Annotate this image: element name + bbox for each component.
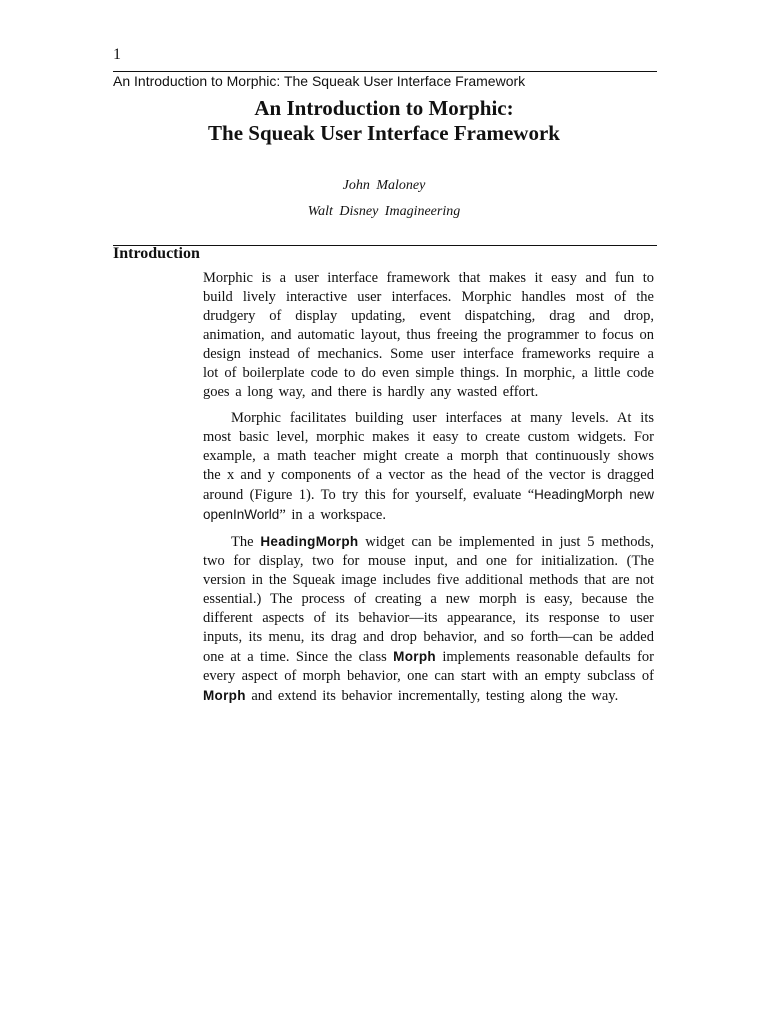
paragraph-3-seg-2: widget can be implemented in just 5 methods, two for display, two for mouse input, and one for initialization. (The version in the Squeak image includes five additional methods that are not essential.) The process of creating a new morph is easy, because the different aspects of its behavior—its appearance, its response to user inputs, its menu, its drag and drop behavior, and so forth—can be added one at a time. Since the class bbox=[203, 534, 654, 665]
paragraph-3-seg-1: The bbox=[231, 534, 261, 550]
paragraph-1: Morphic is a user interface framework that makes it easy and fun to build lively interactive user interfaces. Morphic handles most of the drudgery of display updating, event dispatching, drag and drop, animation, and automatic layout, thus freeing the programmer to focus on design instead of mechanics. Some user interface frameworks require a lot of boilerplate code to do even simple things. In morphic, a little code goes a long way, and there is hardly any wasted effort. bbox=[203, 270, 654, 400]
paragraph-2-text: Morphic facilitates building user interfaces at many levels. At its most basic level, morphic makes it easy to create custom widgets. For example, a math teacher might create a morph that continuously shows the x and y components of a vector as the head of the vector is dragged around (Figure 1). To try this for yourself, evaluate “ bbox=[203, 410, 654, 503]
page-number: 1 bbox=[113, 46, 121, 63]
code-class-name: Morph bbox=[393, 649, 436, 664]
paragraph-2 bbox=[203, 409, 654, 525]
author-affiliation: Walt Disney Imagineering bbox=[307, 204, 461, 219]
section-heading: Introduction bbox=[113, 245, 200, 262]
author-name: John Maloney bbox=[342, 178, 426, 193]
paragraph-3-seg-4: and extend its behavior incrementally, testing along the way. bbox=[245, 688, 619, 704]
paper-title bbox=[0, 96, 768, 146]
title-line-1: An Introduction to Morphic: bbox=[254, 96, 514, 120]
paragraph-2-text-end: ” in a workspace. bbox=[279, 507, 386, 523]
code-class-name: Morph bbox=[203, 688, 246, 703]
code-snippet: HeadingMorph new openInWorld bbox=[203, 487, 654, 522]
paragraph-3 bbox=[203, 532, 654, 706]
code-class-name: HeadingMorph bbox=[260, 534, 359, 549]
paragraph-3-seg-3: implements reasonable defaults for every aspect of morph behavior, one can start with an empty subclass of bbox=[203, 649, 654, 684]
running-header: An Introduction to Morphic: The Squeak User Interface Framework bbox=[113, 71, 657, 89]
title-line-2: The Squeak User Interface Framework bbox=[208, 121, 560, 145]
body-text bbox=[203, 269, 654, 713]
